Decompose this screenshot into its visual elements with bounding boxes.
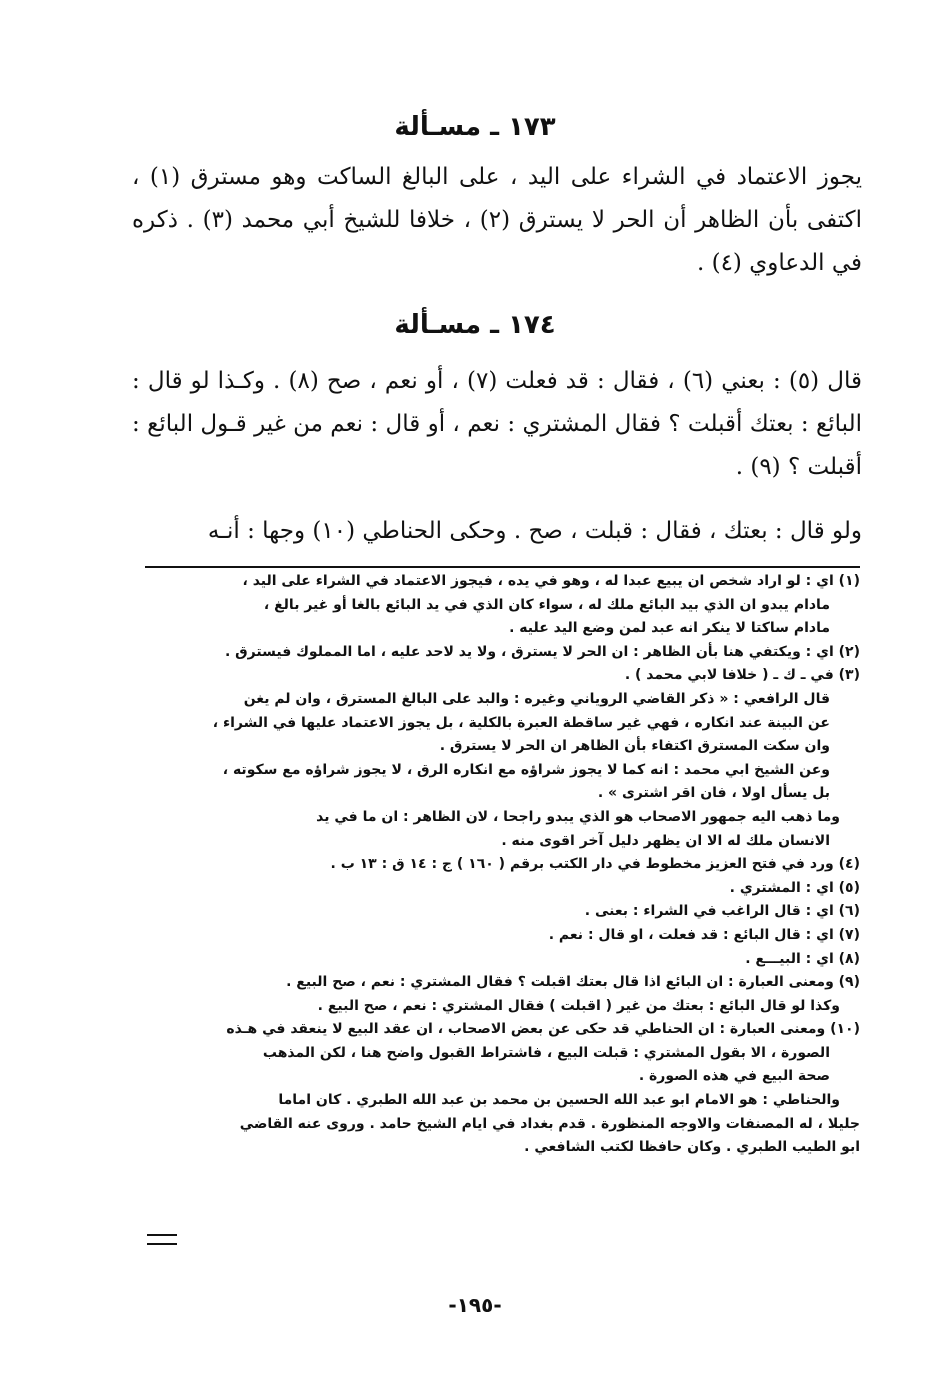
footnote-line: (٣) في ـ ك ـ ( خلافا لابي محمد ) . bbox=[624, 667, 860, 684]
footnote-line: الانسان ملك له الا ان يظهر دليل آخر اقوى منه . bbox=[501, 832, 830, 849]
footnote-line: مادام ساكتا لا ينكر انه عبد لمن وضع اليد عليه . bbox=[509, 620, 830, 637]
footnote-line: والحناطي : هو الامام ابو عبد الله الحسين بن محمد بن عبد الله الطبري . كان اماما bbox=[278, 1092, 840, 1109]
footnote-separator bbox=[145, 566, 860, 568]
footnote-line: عن البينة عند انكاره ، فهي غير ساقطة العبرة بالكلية ، بل يجوز الاعتماد عليها في الشراء ، bbox=[212, 714, 830, 731]
footnote-line: (١٠) ومعنى العبارة : ان الحناطي قد حكى عن بعض الاصحاب ، ان عقد البيع لا ينعقد في هـذه bbox=[226, 1021, 860, 1038]
issue-173-heading: ١٧٣ ـ مسـألة bbox=[394, 112, 556, 142]
footnote-line: (٢) اي : ويكتفي هنا بأن الظاهر : ان الحر لا يسترق ، ولا يد لاحد عليه ، اما المملوك فيسترق . bbox=[224, 643, 860, 660]
footnote-line: وكذا لو قال البائع : بعتك من غير ( اقبلت ) فقال المشتري : نعم ، صح البيع . bbox=[317, 997, 840, 1014]
issue-174-continuation-paragraph: ولو قال : بعتك ، فقال : قبلت ، صح . وحكى الحناطي (١٠) وجها : أنـه bbox=[207, 518, 862, 544]
footnote-line: صحة البيع في هذه الصورة . bbox=[638, 1068, 830, 1085]
footnote-line: وان سكت المسترق اكتفاء بأن الظاهر ان الحر لا يسترق . bbox=[439, 738, 830, 755]
issue-173-paragraph: يجوز الاعتماد في الشراء على اليد ، على البالغ الساكت وهو مسترق (١) ، اكتفى بأن الظاهر أن الحر لا يسترق (٢) ، خلافا للشيخ أبي محمد (٣) . ذكره في الدعاوي (٤) . bbox=[132, 164, 863, 276]
footnote-line: الصورة ، الا بقول المشتري : قبلت البيع ، فاشتراط القبول واضح هنا ، لكن المذهب bbox=[262, 1044, 830, 1061]
footnote-line: وعن الشيخ ابي محمد : انه كما لا يجوز شراؤه مع انكاره الرق ، لا يجوز شراؤه مع سكوته ، bbox=[222, 761, 830, 778]
footnote-line: (٦) اي : قال الراغب في الشراء : بعنى . bbox=[584, 903, 860, 920]
footnote-line: جليلا ، له المصنفات والاوجه المنظورة . قدم بغداد في ايام الشيخ حامد . وروى عنه القاضي bbox=[239, 1115, 860, 1132]
issue-174-heading: ١٧٤ ـ مسـألة bbox=[394, 310, 556, 340]
page-number: -١٩٥- bbox=[448, 1293, 502, 1317]
footnote-line: قال الرافعي : « ذكر القاضي الروياني وغيره : والبد على البالغ المسترق ، وان لم يغن bbox=[243, 690, 830, 707]
footnotes-section bbox=[145, 570, 860, 1160]
footnote-line: وما ذهب اليه جمهور الاصحاب هو الذي يبدو راجحا ، لان الظاهر : ان ما في يد bbox=[316, 808, 840, 825]
footnote-line: (٧) اي : قال البائع : قد فعلت ، او قال : نعم . bbox=[548, 926, 860, 943]
footnote-line: (٤) ورد في فتح العزيز مخطوط في دار الكتب برقم ( ١٦٠ ) ج : ١٤ ق : ١٣ ب . bbox=[330, 856, 860, 873]
footnote-line: مادام يبدو ان الذي بيد البائع ملك له ، سواء كان الذي في يد البائع بالغا أو غير بالغ ، bbox=[263, 596, 830, 613]
footnote-line: (٩) ومعنى العبارة : ان البائع اذا قال بعتك اقبلت ؟ فقال المشتري : نعم ، صح البيع . bbox=[286, 974, 860, 991]
footnote-line: (٨) اي : البيـــع . bbox=[745, 950, 860, 967]
footnote-line: (٥) اي : المشتري . bbox=[729, 879, 860, 896]
footnote-line: ابو الطيب الطبري . وكان حافظا لكتب الشافعي . bbox=[524, 1139, 860, 1156]
issue-174-paragraph: قال (٥) : بعني (٦) ، فقال : قد فعلت (٧) ، أو نعم ، صح (٨) . وكـذا لو قال : البائع : بعتك أقبلت ؟ فقال المشتري : نعم ، أو قال : نعم من غير قـول البائع : أقبلت ؟ (٩) . bbox=[132, 368, 862, 480]
footnote-line: بل يسأل اولا ، فان اقر اشترى » . bbox=[597, 785, 830, 802]
footnote-line: (١) اي : لو اراد شخص ان يبيع عبدا له ، وهو في يده ، فيجوز الاعتماد في الشراء على اليد ، bbox=[242, 573, 860, 589]
double-rule-mark bbox=[147, 1234, 177, 1245]
